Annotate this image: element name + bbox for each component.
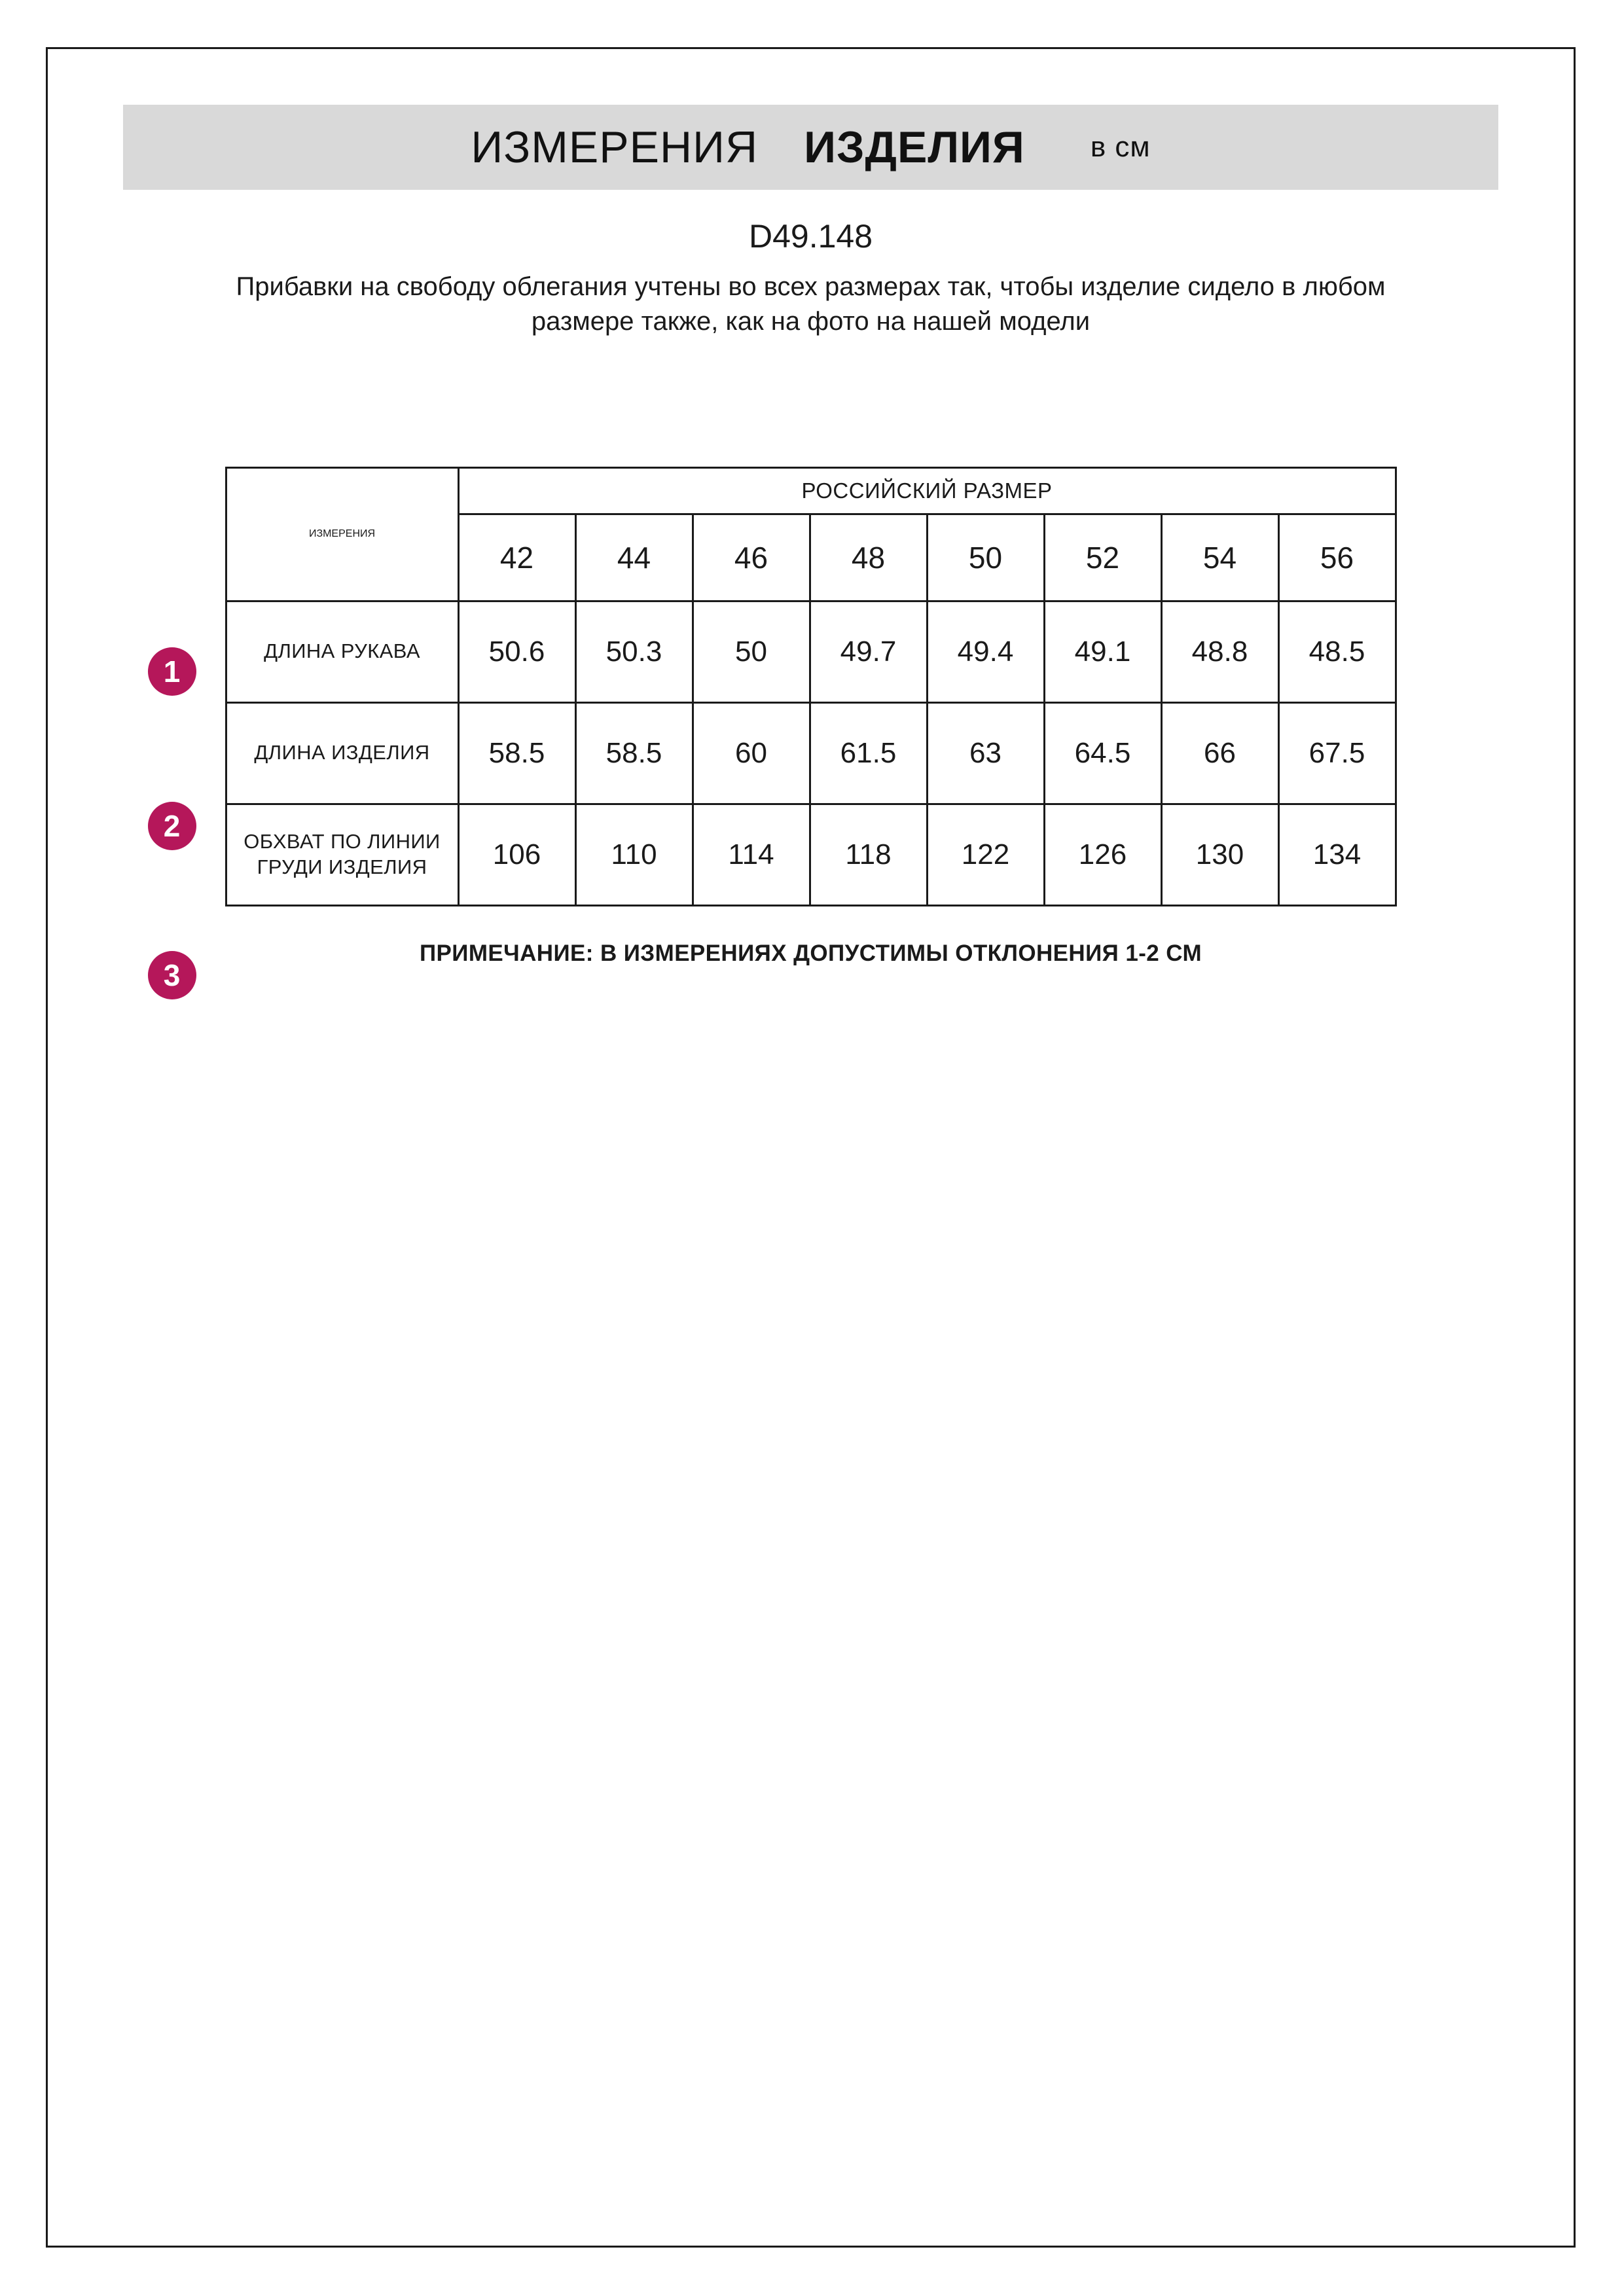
page-title-measurements: ИЗМЕРЕНИЯ	[471, 122, 759, 172]
cell-r1-c3: 61.5	[810, 702, 927, 804]
cell-r2-c0: 106	[458, 804, 575, 905]
cell-r0-c7: 48.5	[1278, 601, 1396, 702]
cell-r2-c3: 118	[810, 804, 927, 905]
cell-r0-c6: 48.8	[1161, 601, 1278, 702]
cell-r2-c4: 122	[927, 804, 1044, 905]
size-header-42: 42	[458, 514, 575, 601]
cell-r2-c2: 114	[693, 804, 810, 905]
row-label-chest-girth: ОБХВАТ ПО ЛИНИИ ГРУДИ ИЗДЕЛИЯ	[226, 804, 458, 905]
table-group-header: РОССИЙСКИЙ РАЗМЕР	[458, 467, 1396, 514]
cell-r1-c1: 58.5	[575, 702, 693, 804]
size-header-44: 44	[575, 514, 693, 601]
table-row	[226, 702, 1396, 804]
table-row	[226, 601, 1396, 702]
row-badge-2: 2	[148, 802, 196, 850]
table-row	[226, 804, 1396, 905]
article-code: D49.148	[748, 218, 873, 255]
size-header-56: 56	[1278, 514, 1396, 601]
units-label: в см	[1090, 131, 1151, 163]
size-table	[225, 467, 1397, 906]
note-text: ПРИМЕЧАНИЕ: В ИЗМЕРЕНИЯХ ДОПУСТИМЫ ОТКЛОНЕНИЯ 1-2 СМ	[419, 940, 1202, 966]
header-band	[123, 105, 1498, 190]
size-header-46: 46	[693, 514, 810, 601]
size-header-50: 50	[927, 514, 1044, 601]
cell-r1-c5: 64.5	[1044, 702, 1161, 804]
document-content	[48, 49, 1574, 2246]
cell-r2-c6: 130	[1161, 804, 1278, 905]
row-badge-1: 1	[148, 647, 196, 696]
table-corner-label: ИЗМЕРЕНИЯ	[226, 467, 458, 601]
cell-r1-c6: 66	[1161, 702, 1278, 804]
cell-r1-c7: 67.5	[1278, 702, 1396, 804]
row-label-sleeve-length: ДЛИНА РУКАВА	[226, 601, 458, 702]
cell-r2-c1: 110	[575, 804, 693, 905]
table-group-header-row	[226, 467, 1396, 514]
cell-r0-c2: 50	[693, 601, 810, 702]
row-badge-3: 3	[148, 951, 196, 999]
row-label-product-length: ДЛИНА ИЗДЕЛИЯ	[226, 702, 458, 804]
cell-r2-c5: 126	[1044, 804, 1161, 905]
cell-r0-c1: 50.3	[575, 601, 693, 702]
size-header-48: 48	[810, 514, 927, 601]
cell-r1-c0: 58.5	[458, 702, 575, 804]
cell-r0-c0: 50.6	[458, 601, 575, 702]
size-header-52: 52	[1044, 514, 1161, 601]
cell-r1-c2: 60	[693, 702, 810, 804]
cell-r0-c5: 49.1	[1044, 601, 1161, 702]
description-text: Прибавки на свободу облегания учтены во всех размерах так, чтобы изделие сидело в любом размере также, как на фото на нашей модели	[236, 272, 1386, 336]
page-title-product: ИЗДЕЛИЯ	[804, 122, 1025, 172]
page-border	[46, 47, 1576, 2248]
cell-r1-c4: 63	[927, 702, 1044, 804]
size-header-54: 54	[1161, 514, 1278, 601]
cell-r0-c3: 49.7	[810, 601, 927, 702]
cell-r2-c7: 134	[1278, 804, 1396, 905]
cell-r0-c4: 49.4	[927, 601, 1044, 702]
